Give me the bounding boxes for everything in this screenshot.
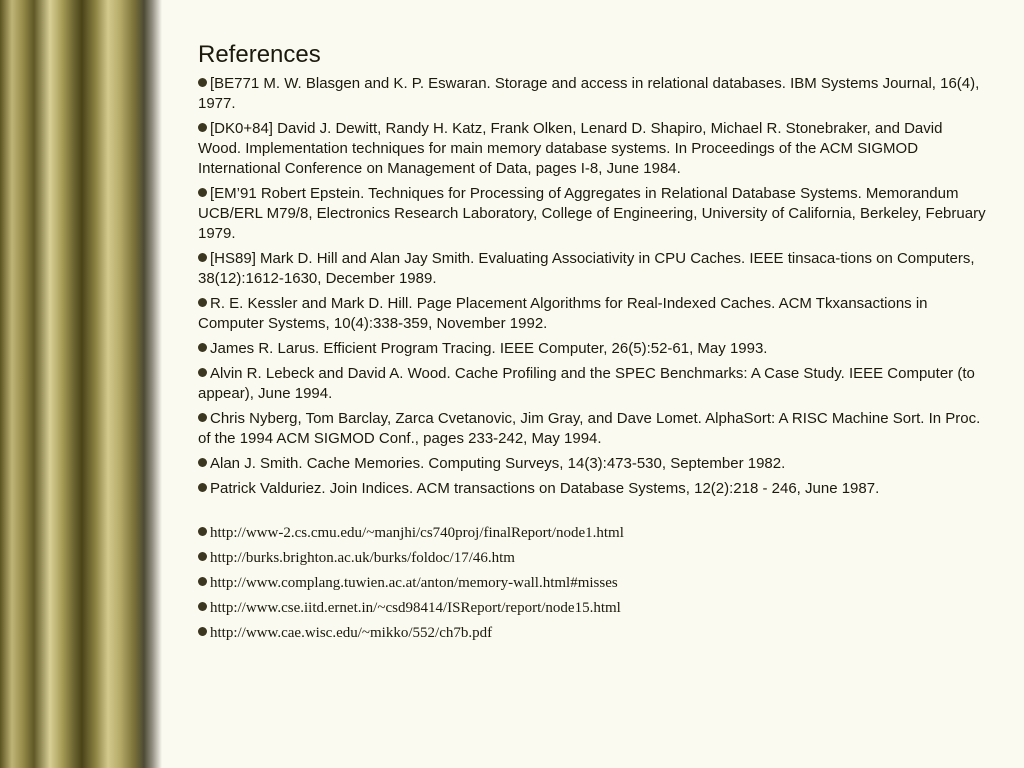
reference-item bbox=[198, 454, 988, 474]
reference-item bbox=[198, 119, 988, 179]
reference-link[interactable]: http://burks.brighton.ac.uk/burks/foldoc/17/46.htm bbox=[210, 550, 515, 566]
reference-item bbox=[198, 339, 988, 359]
reference-item bbox=[198, 184, 988, 244]
bullet-icon bbox=[198, 343, 207, 352]
reference-text: [BE771 M. W. Blasgen and K. P. Eswaran. Storage and access in relational databases. IBM Systems Journal, 16(4), 1977. bbox=[198, 75, 980, 112]
reference-text: [EM’91 Robert Epstein. Techniques for Processing of Aggregates in Relational Database Systems. Memorandum UCB/ERL M79/8, Electronics Research Laboratory, College of Engineering, University of California, Berkeley, February 1979. bbox=[198, 185, 986, 242]
reference-text: Alan J. Smith. Cache Memories. Computing Surveys, 14(3):473-530, September 1982. bbox=[210, 455, 786, 472]
bullet-icon bbox=[198, 483, 207, 492]
bullet-icon bbox=[198, 368, 207, 377]
reference-item bbox=[198, 249, 988, 289]
reference-item bbox=[198, 409, 988, 449]
link-item bbox=[198, 523, 988, 543]
link-item bbox=[198, 598, 988, 618]
link-item bbox=[198, 548, 988, 568]
reference-link[interactable]: http://www.complang.tuwien.ac.at/anton/memory-wall.html#misses bbox=[210, 575, 618, 591]
bullet-icon bbox=[198, 458, 207, 467]
bullet-icon bbox=[198, 577, 207, 586]
reference-item bbox=[198, 74, 988, 114]
link-list bbox=[198, 523, 988, 643]
bullet-icon bbox=[198, 78, 207, 87]
bullet-icon bbox=[198, 253, 207, 262]
bullet-icon bbox=[198, 602, 207, 611]
reference-text: Chris Nyberg, Tom Barclay, Zarca Cvetanovic, Jim Gray, and Dave Lomet. AlphaSort: A RISC Machine Sort. In Proc. of the 1994 ACM SIGMOD Conf., pages 233-242, May 1994. bbox=[198, 410, 981, 447]
bullet-icon bbox=[198, 298, 207, 307]
bullet-icon bbox=[198, 527, 207, 536]
reference-item bbox=[198, 294, 988, 334]
bullet-icon bbox=[198, 413, 207, 422]
link-item bbox=[198, 573, 988, 593]
decorative-gold-band bbox=[0, 0, 162, 768]
bullet-icon bbox=[198, 188, 207, 197]
page-title: References bbox=[198, 41, 321, 68]
reference-link[interactable]: http://www-2.cs.cmu.edu/~manjhi/cs740proj/finalReport/node1.html bbox=[210, 525, 624, 541]
reference-link[interactable]: http://www.cse.iitd.ernet.in/~csd98414/ISReport/report/node15.html bbox=[210, 600, 621, 616]
slide-content bbox=[198, 40, 988, 648]
reference-text: R. E. Kessler and Mark D. Hill. Page Placement Algorithms for Real-Indexed Caches. ACM Tkxansactions in Computer Systems, 10(4):338-359, November 1992. bbox=[198, 295, 928, 332]
reference-text: [DK0+84] David J. Dewitt, Randy H. Katz, Frank Olken, Lenard D. Shapiro, Michael R. Stonebraker, and David Wood. Implementation techniques for main memory database systems. In Proceedings of the ACM SIGMOD International Conference on Management of Data, pages I-8, June 1984. bbox=[198, 120, 943, 177]
reference-text: [HS89] Mark D. Hill and Alan Jay Smith. Evaluating Associativity in CPU Caches. IEEE tinsaca-tions on Computers, 38(12):1612-1630, December 1989. bbox=[198, 250, 975, 287]
link-item bbox=[198, 623, 988, 643]
reference-list bbox=[198, 74, 988, 499]
bullet-icon bbox=[198, 123, 207, 132]
reference-link[interactable]: http://www.cae.wisc.edu/~mikko/552/ch7b.pdf bbox=[210, 625, 493, 641]
reference-text: James R. Larus. Efficient Program Tracing. IEEE Computer, 26(5):52-61, May 1993. bbox=[210, 340, 768, 357]
reference-item bbox=[198, 479, 988, 499]
reference-text: Alvin R. Lebeck and David A. Wood. Cache Profiling and the SPEC Benchmarks: A Case Study. IEEE Computer (to appear), June 1994. bbox=[198, 365, 975, 402]
bullet-icon bbox=[198, 627, 207, 636]
bullet-icon bbox=[198, 552, 207, 561]
reference-item bbox=[198, 364, 988, 404]
reference-text: Patrick Valduriez. Join Indices. ACM transactions on Database Systems, 12(2):218 - 246, June 1987. bbox=[210, 480, 880, 497]
